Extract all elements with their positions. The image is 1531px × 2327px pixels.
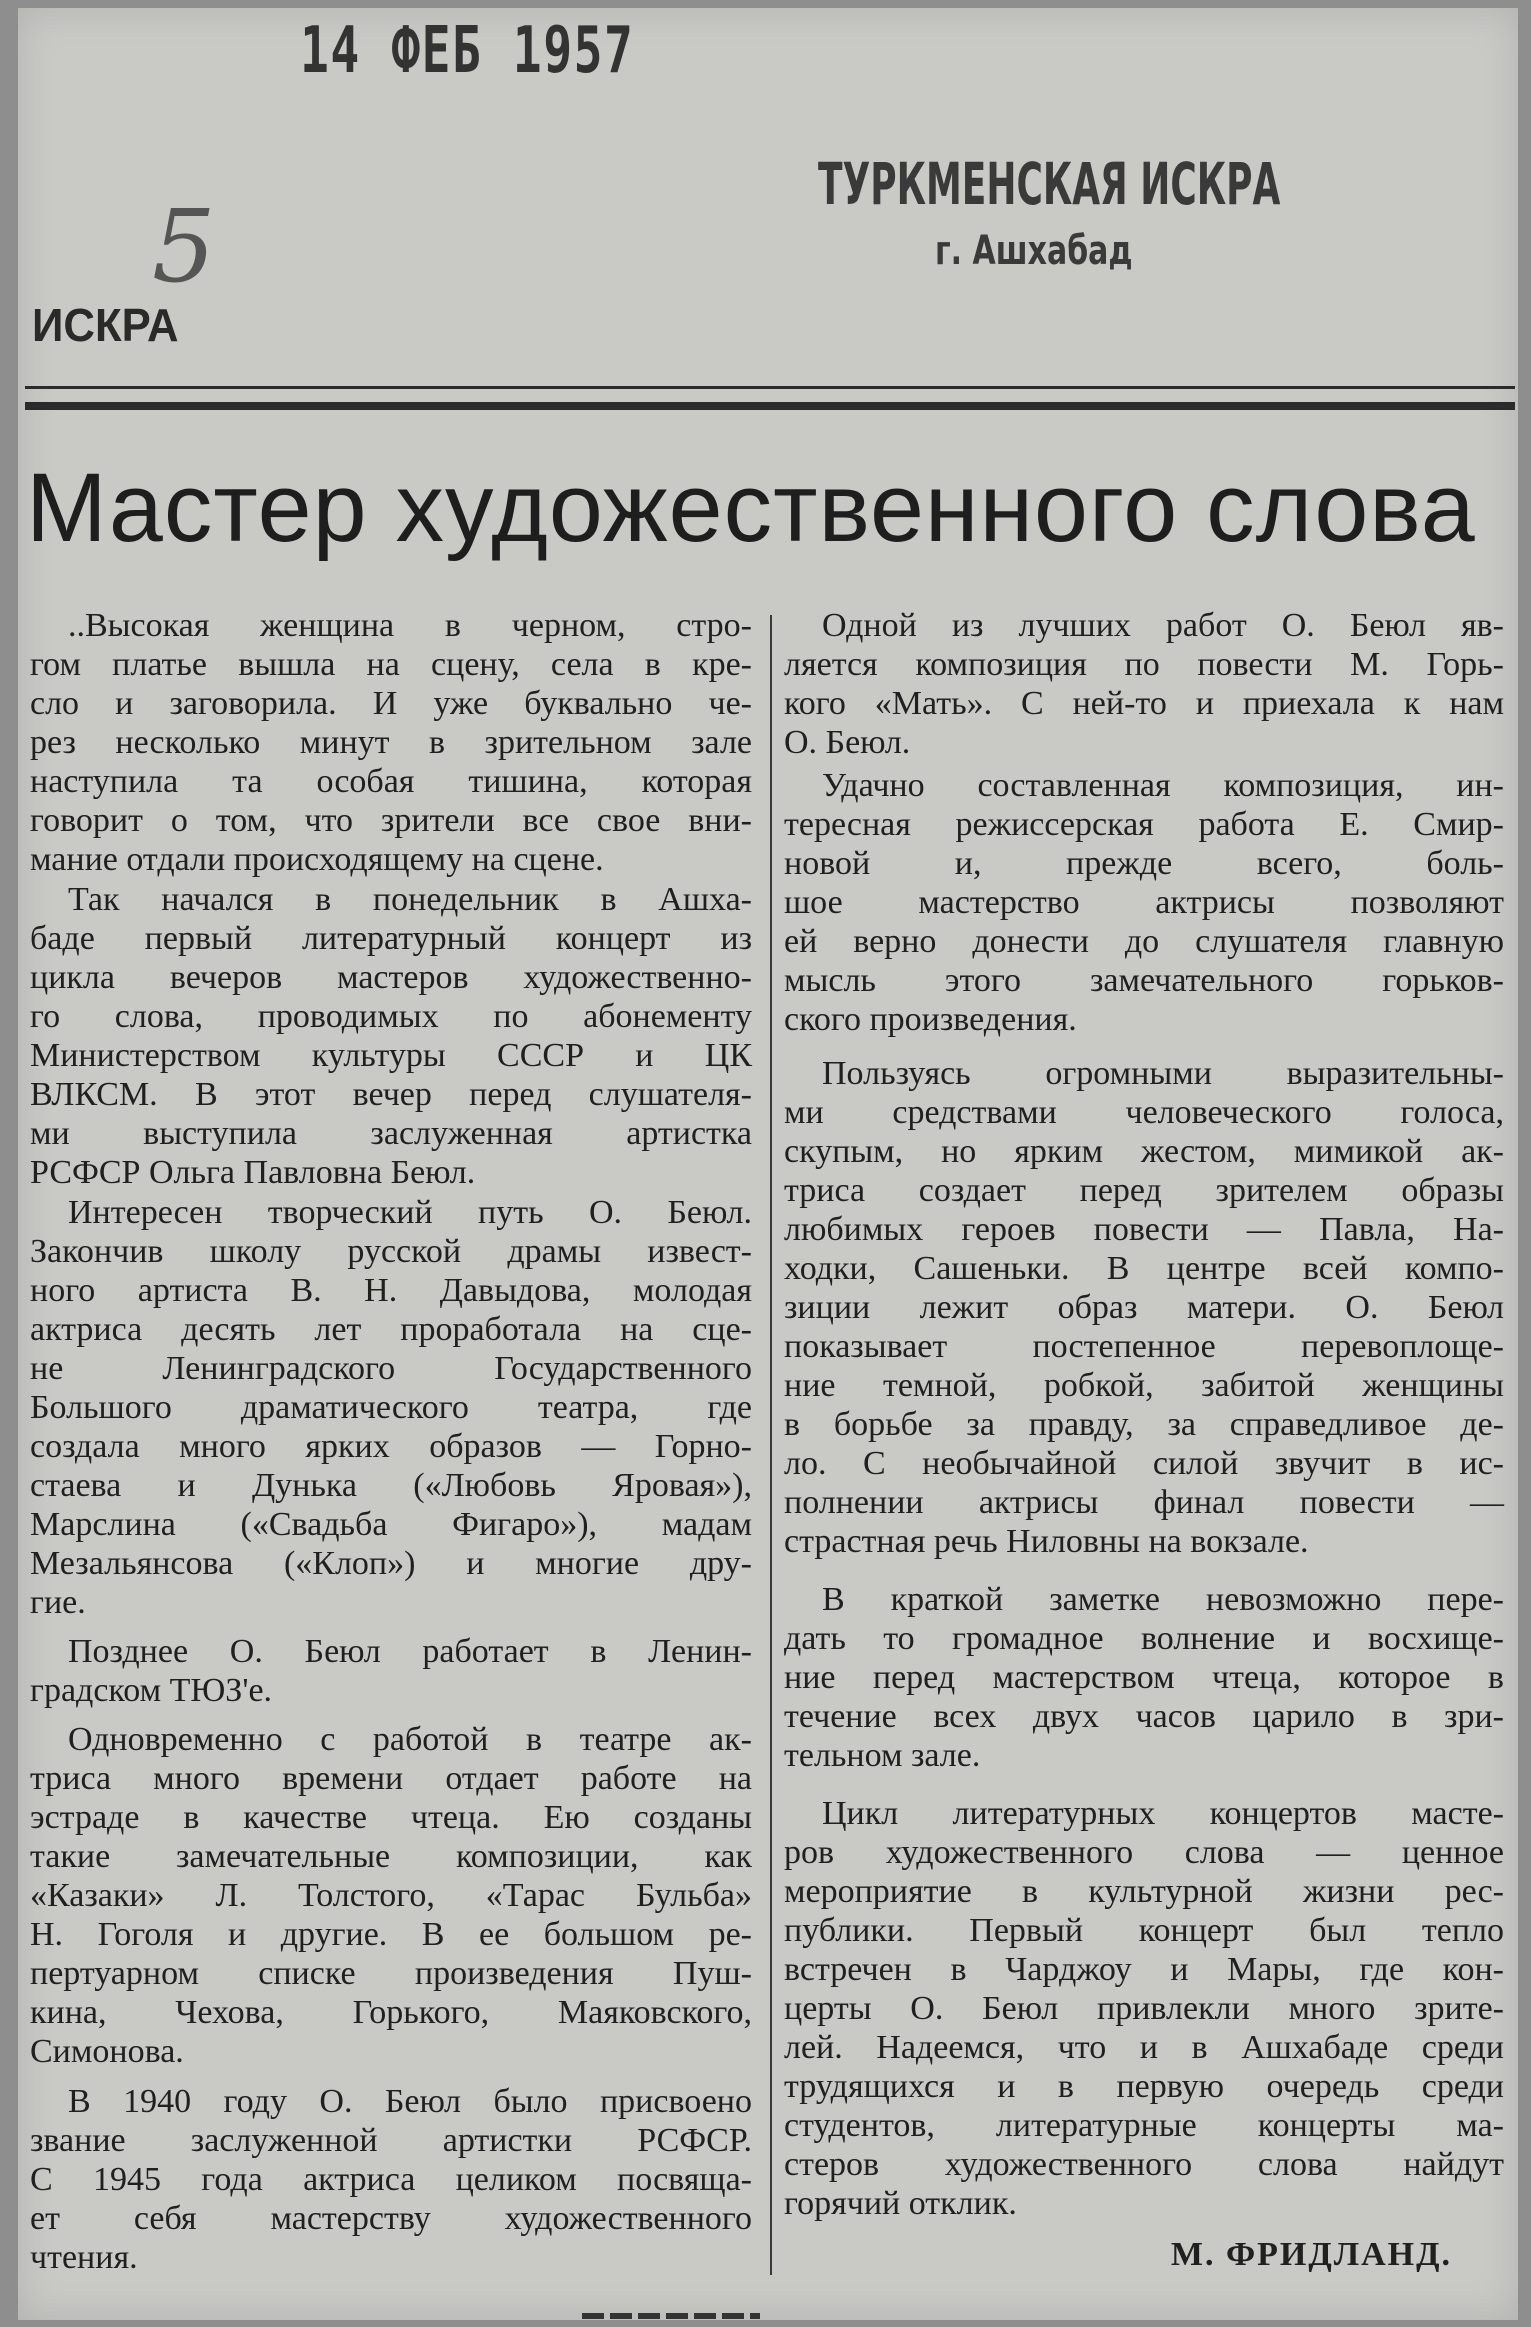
- text-line: полнении актрисы финал повести —: [784, 1484, 1504, 1521]
- paragraph: [784, 606, 1504, 762]
- text-line: гие.: [30, 1584, 86, 1621]
- text-line: встречен в Чарджоу и Мары, где кон-: [784, 1951, 1504, 1988]
- text-line: О. Беюл.: [784, 724, 911, 761]
- text-line: пертуарном списке произведения Пуш-: [30, 1955, 752, 1992]
- text-line: зиции лежит образ матери. О. Беюл: [784, 1289, 1504, 1326]
- text-line: ров художественного слова — ценное: [784, 1834, 1504, 1871]
- text-line: стеров художественного слова найдут: [784, 2146, 1504, 2183]
- text-line: такие замечательные композиции, как: [30, 1838, 752, 1875]
- text-line: С 1945 года актриса целиком посвяща-: [30, 2161, 752, 2198]
- text-line: показывает постепенное перевоплоще-: [784, 1328, 1504, 1365]
- city-stamp: г. Ашхабад: [935, 228, 1133, 274]
- text-line: Закончив школу русской драмы извест-: [30, 1233, 752, 1270]
- text-line: актриса десять лет проработала на сце-: [30, 1311, 752, 1348]
- text-line: «Казаки» Л. Толстого, «Тарас Бульба»: [30, 1877, 752, 1914]
- text-line: тересная режиссерская работа Е. Смир-: [784, 806, 1504, 843]
- text-line: ми средствами человеческого голоса,: [784, 1094, 1504, 1131]
- text-line: Интересен творческий путь О. Беюл.: [68, 1194, 752, 1231]
- text-line: горячий отклик.: [784, 2185, 1017, 2222]
- text-line: В краткой заметке невозможно пере-: [822, 1581, 1504, 1618]
- text-line: РСФСР Ольга Павловна Беюл.: [30, 1154, 476, 1191]
- article-headline: Мастер художественного слова: [26, 453, 1476, 562]
- newspaper-name-stamp: ТУРКМЕНСКАЯ ИСКРА: [818, 150, 1281, 218]
- handwritten-number: 5: [152, 188, 216, 305]
- text-line: Цикл литературных концертов масте-: [822, 1795, 1504, 1832]
- text-line: ного артиста В. Н. Давыдова, молодая: [30, 1272, 752, 1309]
- text-line: Удачно составленная композиция, ин-: [822, 767, 1504, 804]
- text-line: цикла вечеров мастеров художественно-: [30, 959, 752, 996]
- text-line: Министерством культуры СССР и ЦК: [30, 1037, 752, 1074]
- paragraph: [30, 1193, 752, 1622]
- text-line: ние темной, робкой, забитой женщины: [784, 1367, 1504, 1404]
- bottom-divider: [582, 2313, 760, 2319]
- text-line: создала много ярких образов — Горно-: [30, 1428, 752, 1465]
- text-line: течение всех двух часов царило в зри-: [784, 1698, 1504, 1735]
- paragraph: [784, 1580, 1504, 1775]
- text-line: шое мастерство актрисы позволяют: [784, 884, 1504, 921]
- text-line: ет себя мастерству художественного: [30, 2200, 752, 2237]
- text-line: ло. С необычайной силой звучит в ис-: [784, 1445, 1504, 1482]
- text-line: новой и, прежде всего, боль-: [784, 845, 1504, 882]
- text-line: рез несколько минут в зрительном зале: [30, 724, 752, 761]
- text-line: ходки, Сашеньки. В центре всей компо-: [784, 1250, 1504, 1287]
- text-line: баде первый литературный концерт из: [30, 920, 752, 957]
- text-line: Мезальянсова («Клоп») и многие дру-: [30, 1545, 752, 1582]
- divider-thick: [25, 402, 1515, 410]
- text-line: ВЛКСМ. В этот вечер перед слушателя-: [30, 1076, 752, 1113]
- paragraph: [30, 606, 752, 879]
- text-line: ..Высокая женщина в черном, стро-: [68, 607, 752, 644]
- text-line: кина, Чехова, Горького, Маяковского,: [30, 1994, 752, 2031]
- text-line: чтения.: [30, 2239, 138, 2276]
- masthead-fragment: ИСКРА: [32, 299, 179, 351]
- text-line: гом платье вышла на сцену, села в кре-: [30, 646, 752, 683]
- text-line: дать то громадное волнение и восхище-: [784, 1620, 1504, 1657]
- text-line: Симонова.: [30, 2033, 184, 2070]
- text-line: звание заслуженной артистки РСФСР.: [30, 2122, 752, 2159]
- text-line: говорит о том, что зрители все свое вни-: [30, 802, 752, 839]
- text-line: публики. Первый концерт был тепло: [784, 1912, 1504, 1949]
- paragraph: [784, 1794, 1504, 2223]
- paragraph: [30, 880, 752, 1192]
- text-line: скупым, но ярким жестом, мимикой ак-: [784, 1133, 1504, 1170]
- text-line: Так начался в понедельник в Ашха-: [68, 881, 752, 918]
- text-line: ляется композиция по повести М. Горь-: [784, 646, 1504, 683]
- text-line: страстная речь Ниловны на вокзале.: [784, 1523, 1309, 1560]
- text-line: студентов, литературные концерты ма-: [784, 2107, 1504, 2144]
- text-line: в борьбе за правду, за справедливое де-: [784, 1406, 1504, 1443]
- text-line: ского произведения.: [784, 1001, 1077, 1038]
- text-line: ние перед мастерством чтеца, которое в: [784, 1659, 1504, 1696]
- text-line: трудящихся и в первую очередь среди: [784, 2068, 1504, 2105]
- text-line: триса много времени отдает работе на: [30, 1760, 752, 1797]
- text-line: мысль этого замечательного горьков-: [784, 962, 1504, 999]
- text-line: триса создает перед зрителем образы: [784, 1172, 1504, 1209]
- text-line: кого «Мать». С ней-то и приехала к нам: [784, 685, 1504, 722]
- text-line: наступила та особая тишина, которая: [30, 763, 752, 800]
- text-line: любимых героев повести — Павла, На-: [784, 1211, 1504, 1248]
- column-divider: [770, 615, 772, 2275]
- divider-thin: [25, 386, 1515, 389]
- text-line: Позднее О. Беюл работает в Ленин-: [68, 1633, 752, 1670]
- text-line: стаева и Дунька («Любовь Яровая»),: [30, 1467, 752, 1504]
- paragraph: [30, 1632, 752, 1710]
- text-line: В 1940 году О. Беюл было присвоено: [68, 2083, 752, 2120]
- author-signature: М. ФРИДЛАНД.: [1170, 2236, 1452, 2273]
- paragraph: [784, 766, 1504, 1039]
- text-line: градском ТЮЗ'е.: [30, 1672, 273, 1709]
- text-line: Большого драматического театра, где: [30, 1389, 752, 1426]
- text-line: го слова, проводимых по абонементу: [30, 998, 752, 1035]
- text-line: эстраде в качестве чтеца. Ею созданы: [30, 1799, 752, 1836]
- text-line: ей верно донести до слушателя главную: [784, 923, 1504, 960]
- date-stamp: 14 ФЕБ 1957: [300, 14, 635, 88]
- text-line: мание отдали происходящему на сцене.: [30, 841, 604, 878]
- text-line: ми выступила заслуженная артистка: [30, 1115, 752, 1152]
- text-line: Одной из лучших работ О. Беюл яв-: [822, 607, 1504, 644]
- text-line: не Ленинградского Государственного: [30, 1350, 752, 1387]
- paragraph: [784, 1054, 1504, 1561]
- text-line: мероприятие в культурной жизни рес-: [784, 1873, 1504, 1910]
- text-line: лей. Надеемся, что и в Ашхабаде среди: [784, 2029, 1504, 2066]
- text-line: церты О. Беюл привлекли много зрите-: [784, 1990, 1504, 2027]
- text-line: Одновременно с работой в театре ак-: [68, 1721, 752, 1758]
- text-line: Н. Гоголя и другие. В ее большом ре-: [30, 1916, 752, 1953]
- text-line: Пользуясь огромными выразительны-: [822, 1055, 1504, 1092]
- paragraph: [30, 1720, 752, 2071]
- text-line: сло и заговорила. И уже буквально че-: [30, 685, 752, 722]
- text-line: тельном зале.: [784, 1737, 981, 1774]
- text-line: Марслина («Свадьба Фигаро»), мадам: [30, 1506, 752, 1543]
- paragraph: [30, 2082, 752, 2277]
